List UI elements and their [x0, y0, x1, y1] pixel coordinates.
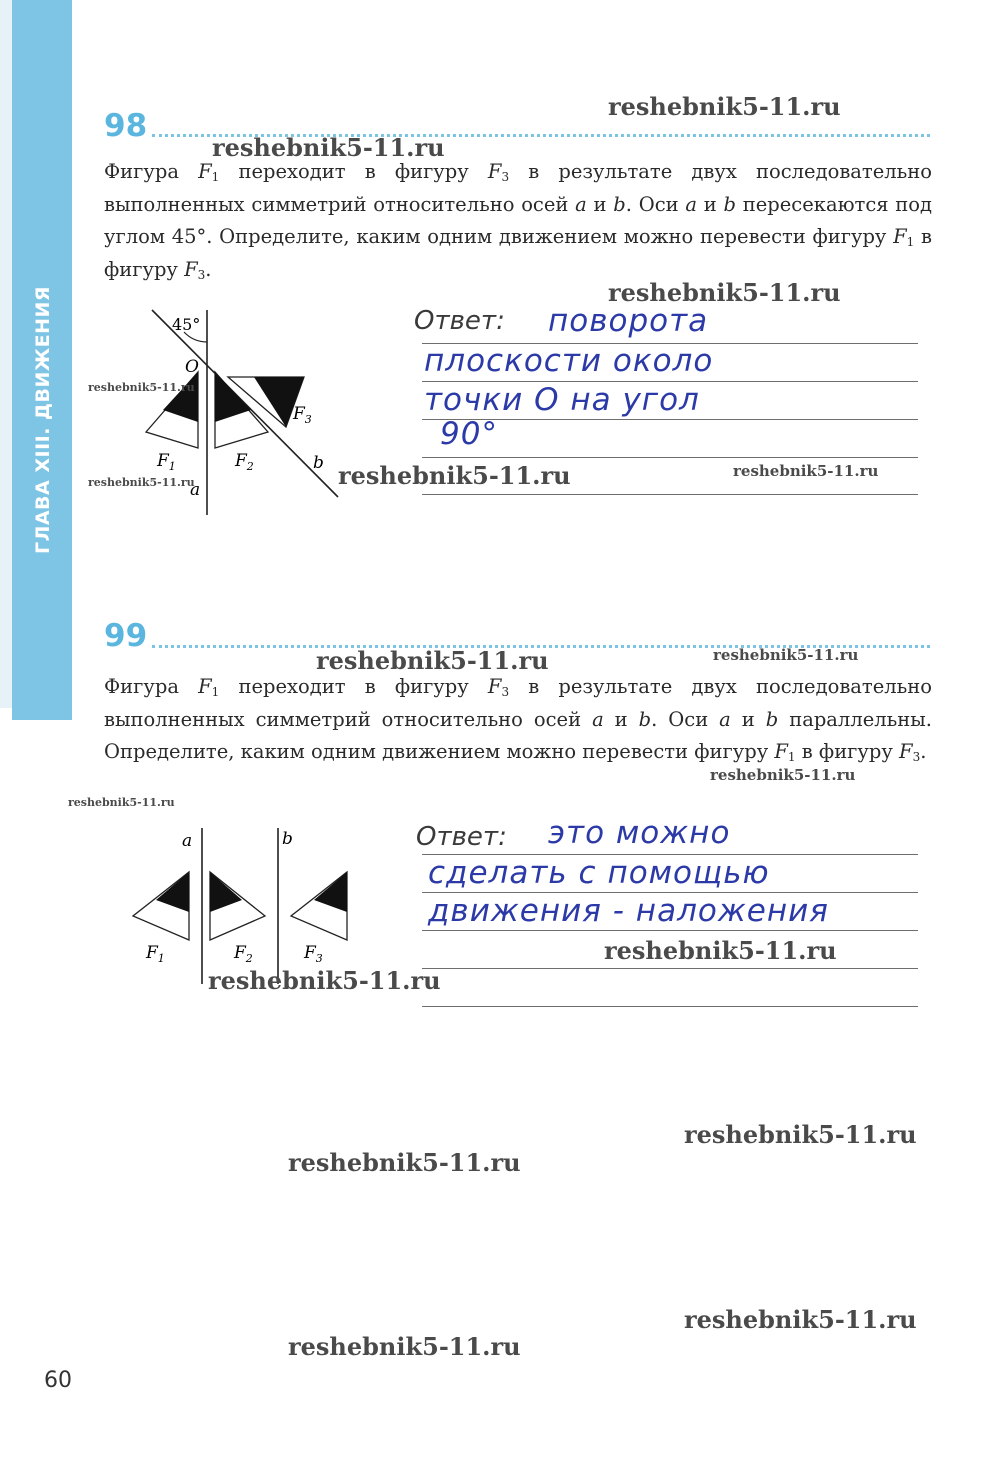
answer-rule — [422, 457, 918, 458]
task-99-answer-label: Ответ: — [416, 822, 507, 852]
watermark: reshebnik5-11.ru — [713, 646, 859, 664]
f3-label: $F_3$ — [304, 943, 323, 965]
watermark: reshebnik5-11.ru — [684, 1120, 917, 1149]
answer-rule — [422, 1006, 918, 1007]
chapter-title-text: ГЛАВА XIII. ДВИЖЕНИЯ — [32, 285, 54, 555]
watermark: reshebnik5-11.ru — [88, 381, 195, 394]
task-98-answer-line-4: 90° — [440, 416, 498, 452]
watermark: reshebnik5-11.ru — [212, 133, 445, 162]
watermark: reshebnik5-11.ru — [733, 462, 879, 480]
watermark: reshebnik5-11.ru — [710, 766, 856, 784]
task-98-answer-line-3: точки O на угол — [424, 382, 700, 418]
watermark: reshebnik5-11.ru — [608, 92, 841, 121]
axis-b-label: b — [313, 453, 324, 473]
watermark: reshebnik5-11.ru — [608, 278, 841, 307]
task-98-answer-line-2: плоскости около — [424, 343, 714, 379]
task-98-text: Фигура $F_1$ переходит в фигуру $F_3$ в результате двух последовательно выполненных симметрий относительно осей a и b. Оси a и b пересекаются под углом 45°. Определите, каким одним движением можно перевести фигуру $F_1$ в фигуру $F_3$. — [104, 160, 933, 282]
task-98-answer-label: Ответ: — [414, 306, 505, 336]
task-99-figure — [120, 822, 380, 988]
watermark: reshebnik5-11.ru — [338, 461, 571, 490]
watermark: reshebnik5-11.ru — [316, 646, 549, 675]
task-98-answer-line-1: поворота — [548, 303, 709, 339]
answer-rule — [422, 930, 918, 931]
task-99-answer-line-1: это можно — [548, 815, 731, 851]
watermark: reshebnik5-11.ru — [288, 1148, 521, 1177]
watermark: reshebnik5-11.ru — [684, 1305, 917, 1334]
watermark: reshebnik5-11.ru — [208, 966, 441, 995]
page-number: 60 — [44, 1368, 72, 1393]
watermark: reshebnik5-11.ru — [88, 476, 195, 489]
task-99-text: Фигура $F_1$ переходит в фигуру $F_3$ в результате двух последовательно выполненных симметрий относительно осей a и b. Оси a и b параллельны. Определите, каким одним движением можно перевести фигуру $F_1$ в фигуру $F_3$. — [104, 675, 932, 764]
f2-label: $F_2$ — [234, 943, 253, 965]
task-99-answer-line-3: движения - наложения — [428, 893, 829, 929]
f1-label: $F_1$ — [157, 451, 176, 473]
axis-a-label: a — [190, 480, 201, 500]
axis-a-label: a — [182, 831, 193, 851]
answer-rule — [422, 494, 918, 495]
f2-label: $F_2$ — [235, 451, 254, 473]
task-99-number: 99 — [104, 618, 148, 654]
task-99-answer-line-2: сделать с помощью — [428, 855, 770, 891]
point-o-label: O — [185, 357, 199, 377]
angle-label: 45° — [172, 315, 201, 334]
task-98-number: 98 — [104, 108, 148, 144]
f3-label: $F_3$ — [293, 404, 312, 426]
watermark: reshebnik5-11.ru — [288, 1332, 521, 1361]
watermark: reshebnik5-11.ru — [604, 936, 837, 965]
f1-label: $F_1$ — [146, 943, 165, 965]
watermark: reshebnik5-11.ru — [68, 796, 175, 809]
axis-b-label: b — [282, 829, 293, 849]
page-edge-tab — [0, 0, 12, 708]
answer-rule — [422, 968, 918, 969]
chapter-title — [28, 285, 58, 555]
